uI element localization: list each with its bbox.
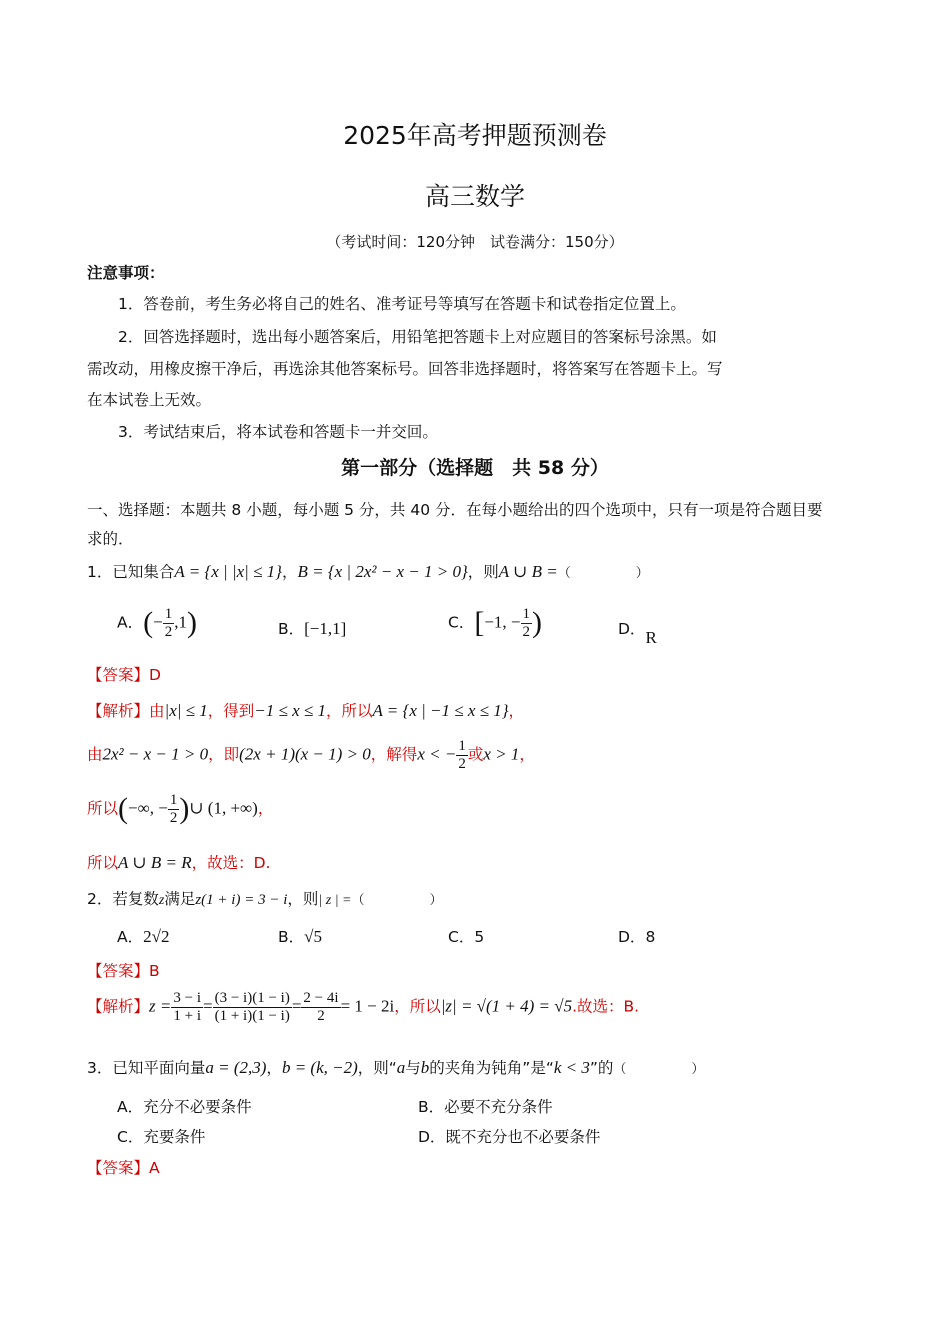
q2-option-d bbox=[618, 925, 655, 947]
q2-option-a bbox=[117, 925, 169, 947]
q2-eq: z(1 + i) = 3 − i bbox=[195, 892, 288, 908]
q2-z: z bbox=[158, 893, 165, 908]
q2-stem-suffix: ，则 bbox=[287, 890, 319, 908]
q1-analysis-line-4 bbox=[87, 851, 270, 873]
q3-stem-prefix: 3．已知平面向量 bbox=[87, 1059, 206, 1077]
q3-answer bbox=[87, 1156, 160, 1178]
q1-c2-fraction bbox=[168, 792, 180, 826]
q2-stem-prefix: 2．若复数 bbox=[87, 890, 159, 908]
q1-d2: A ∪ B = R bbox=[118, 853, 192, 872]
q1-opt-c-label: C． bbox=[448, 613, 475, 632]
q1-b6-num: 1 bbox=[458, 738, 466, 754]
q1-opt-b-label: B． bbox=[278, 620, 305, 638]
q1-opt-a-num: 1 bbox=[164, 606, 173, 622]
right-paren-icon: ) bbox=[179, 792, 190, 825]
q1-option-b bbox=[278, 617, 346, 639]
q1-c2: −∞, − bbox=[128, 798, 168, 818]
q1-blank: （ ） bbox=[557, 566, 649, 581]
q1-b5: ，解得 bbox=[370, 745, 418, 764]
q1-a7: ， bbox=[508, 702, 525, 720]
q3-blank: （ ） bbox=[613, 1062, 705, 1077]
q2-e-z: z = bbox=[149, 996, 172, 1016]
q1-opt-c-pre: −1, − bbox=[484, 612, 521, 632]
q2-f1-num: 3 − i bbox=[173, 990, 201, 1006]
q2-opt-d-value: 8 bbox=[645, 928, 656, 946]
q2-stem bbox=[87, 887, 443, 909]
q2-blank: （ ） bbox=[351, 893, 443, 908]
q1-opt-c-num: 1 bbox=[522, 606, 531, 622]
q2-opt-c-value: 5 bbox=[474, 928, 485, 946]
section-intro-line-1: 一、选择题：本题共 8 小题，每小题 5 分，共 40 分．在每小题给出的四个选项中，只有一项是符合题目要 bbox=[87, 501, 823, 519]
q3-option-d: D．既不充分也不必要条件 bbox=[418, 1128, 601, 1146]
q1-c1: 所以 bbox=[87, 799, 119, 818]
notice-item-2-line-1: 2．回答选择题时，选出每小题答案后，用铅笔把答题卡上对应题目的答案标号涂黑。如 bbox=[118, 328, 717, 346]
q2-fraction-1 bbox=[171, 990, 203, 1024]
right-paren-icon: ) bbox=[186, 606, 197, 639]
notice-item-1: 1．答卷前，考生务必将自己的姓名、准考证号等填写在答题卡和试卷指定位置上。 bbox=[118, 295, 686, 313]
q3-a-var: a bbox=[396, 1058, 406, 1077]
q2-f3-den: 2 bbox=[317, 1007, 325, 1024]
q3-sep: ， bbox=[266, 1059, 282, 1077]
q2-e-so: ，所以 bbox=[394, 997, 441, 1016]
q1-opt-a-pre: − bbox=[153, 612, 163, 632]
q3-vec-a: a = (2,3) bbox=[205, 1058, 267, 1077]
q1-stem-suffix: ，则 bbox=[467, 563, 499, 581]
q2-answer-value: B bbox=[149, 962, 160, 980]
paper-subtitle: 高三数学 bbox=[424, 182, 525, 211]
q2-e-tail: = 1 − 2i bbox=[340, 996, 395, 1016]
q3-stem-mid4: ”的 bbox=[589, 1059, 614, 1077]
q1-analysis-line-3 bbox=[87, 792, 273, 826]
notice-heading: 注意事项： bbox=[87, 264, 165, 282]
q1-answer-label: 【答案】 bbox=[87, 666, 150, 684]
q3-cond: k < 3 bbox=[553, 1058, 590, 1077]
equals-sign: = bbox=[291, 996, 302, 1016]
q3-stem-mid2: 与 bbox=[405, 1059, 421, 1077]
q1-b6-fraction bbox=[456, 738, 468, 772]
q1-analysis-label: 【解析】 bbox=[87, 702, 150, 720]
q2-option-b bbox=[278, 925, 322, 947]
q1-opt-a-fraction bbox=[163, 606, 175, 640]
q1-opt-d-label: D． bbox=[618, 620, 646, 638]
part1-heading: 第一部分（选择题 共 58 分） bbox=[341, 457, 609, 479]
q1-b3: ，即 bbox=[208, 745, 240, 764]
q3-answer-label: 【答案】 bbox=[87, 1159, 150, 1177]
q1-b9: ， bbox=[519, 745, 535, 764]
q1-a6: A = {x | −1 ≤ x ≤ 1} bbox=[372, 701, 509, 720]
q2-analysis bbox=[87, 990, 639, 1024]
q3-stem-mid3: 的夹角为钝角”是“ bbox=[429, 1059, 554, 1077]
q1-analysis-line-2 bbox=[87, 738, 535, 772]
q2-fraction-3 bbox=[301, 990, 340, 1024]
q2-abs: | z | = bbox=[318, 893, 352, 908]
left-paren-icon: ( bbox=[143, 606, 154, 639]
q1-set-b: B = {x | 2x² − x − 1 > 0} bbox=[297, 562, 468, 581]
q1-answer bbox=[87, 663, 161, 685]
q1-stem-prefix: 1．已知集合 bbox=[87, 563, 175, 581]
q2-opt-d-label: D． bbox=[618, 928, 646, 946]
q1-b2: 2x² − x − 1 > 0 bbox=[102, 744, 209, 764]
q2-opt-a-label: A． bbox=[117, 928, 144, 946]
equals-sign: = bbox=[203, 996, 213, 1016]
q1-c2-den: 2 bbox=[169, 809, 178, 826]
q1-b7: 或 bbox=[467, 745, 484, 764]
q1-option-a bbox=[117, 606, 197, 640]
q1-a2: |x| ≤ 1 bbox=[164, 701, 208, 720]
q1-opt-a-label: A． bbox=[117, 613, 144, 632]
q1-opt-b-value: [−1,1] bbox=[304, 619, 347, 638]
q2-opt-a-value: 2√2 bbox=[143, 927, 170, 946]
left-bracket-icon: [ bbox=[474, 606, 485, 639]
q1-b6-den: 2 bbox=[458, 755, 466, 772]
q1-stem bbox=[87, 560, 649, 582]
q1-option-c bbox=[448, 606, 542, 640]
q1-set-a: A = {x | |x| ≤ 1} bbox=[174, 562, 282, 581]
paper-title: 2025年高考押题预测卷 bbox=[343, 121, 607, 150]
q1-opt-c-den: 2 bbox=[522, 623, 531, 640]
q3-vec-b: b = (k, −2) bbox=[281, 1058, 358, 1077]
q3-stem bbox=[87, 1056, 704, 1078]
q3-answer-value: A bbox=[149, 1159, 160, 1177]
exam-info: （考试时间：120分钟 试卷满分：150分） bbox=[326, 233, 624, 251]
q3-b-var: b bbox=[420, 1058, 430, 1077]
q2-f3-num: 2 − 4i bbox=[303, 990, 339, 1006]
q1-analysis-line-1 bbox=[87, 699, 524, 721]
q1-b1: 由 bbox=[87, 745, 103, 764]
q2-fraction-2 bbox=[213, 990, 292, 1024]
q1-d1: 所以 bbox=[87, 854, 119, 872]
q1-a3: ，得到 bbox=[207, 702, 255, 720]
q2-answer-label: 【答案】 bbox=[87, 962, 150, 980]
q1-option-d bbox=[618, 617, 657, 647]
q2-f1-den: 1 + i bbox=[173, 1007, 201, 1024]
q3-option-a: A．充分不必要条件 bbox=[117, 1098, 252, 1116]
q2-analysis-label: 【解析】 bbox=[87, 997, 150, 1016]
q1-a1: 由 bbox=[149, 702, 165, 720]
q2-f2-den: (1 + i)(1 − i) bbox=[214, 1007, 290, 1024]
q1-b8: x > 1 bbox=[483, 744, 520, 764]
q1-a5: ，所以 bbox=[325, 702, 373, 720]
q1-a4: −1 ≤ x ≤ 1 bbox=[254, 701, 326, 720]
section-intro-line-2: 求的． bbox=[87, 530, 134, 548]
q1-opt-a-den: 2 bbox=[164, 623, 173, 640]
q1-c4: ， bbox=[257, 799, 274, 818]
q2-answer bbox=[87, 959, 160, 981]
notice-item-2-line-2: 需改动，用橡皮擦干净后，再选涂其他答案标号。回答非选择题时，将答案写在答题卡上。写 bbox=[87, 360, 723, 378]
notice-item-2-line-3: 在本试卷上无效。 bbox=[87, 391, 212, 409]
q2-e-abs: |z| = √(1 + 4) = √5 bbox=[440, 996, 573, 1016]
right-paren-icon: ) bbox=[532, 606, 543, 639]
notice-item-3: 3．考试结束后，将本试卷和答题卡一并交回。 bbox=[118, 423, 438, 441]
q2-option-c bbox=[448, 925, 484, 947]
q1-b4: (2x + 1)(x − 1) > 0 bbox=[239, 744, 371, 764]
q2-opt-b-label: B． bbox=[278, 928, 305, 946]
q2-stem-mid: 满足 bbox=[164, 890, 196, 908]
q1-c2-num: 1 bbox=[169, 792, 178, 808]
q3-option-c: C．充要条件 bbox=[117, 1128, 206, 1146]
q1-opt-a-post: ,1 bbox=[174, 612, 187, 632]
q1-c3: ∪ (1, +∞) bbox=[189, 798, 258, 818]
q1-union: A ∪ B = bbox=[498, 562, 558, 581]
q1-sep: ， bbox=[281, 563, 298, 581]
q2-opt-b-value: √5 bbox=[304, 927, 322, 946]
left-paren-icon: ( bbox=[118, 792, 129, 825]
q3-option-b: B．必要不充分条件 bbox=[418, 1098, 553, 1116]
q1-b6: x < − bbox=[417, 744, 457, 764]
q2-opt-c-label: C． bbox=[448, 928, 475, 946]
q1-opt-d-value: R bbox=[645, 628, 657, 647]
q3-stem-mid1: ，则“ bbox=[357, 1059, 397, 1077]
q2-e-end: .故选：B. bbox=[572, 997, 640, 1016]
q1-opt-c-fraction bbox=[521, 606, 533, 640]
q2-f2-num: (3 − i)(1 − i) bbox=[214, 990, 290, 1006]
q1-d3: ，故选：D. bbox=[191, 854, 271, 872]
q1-answer-value: D bbox=[149, 666, 161, 684]
